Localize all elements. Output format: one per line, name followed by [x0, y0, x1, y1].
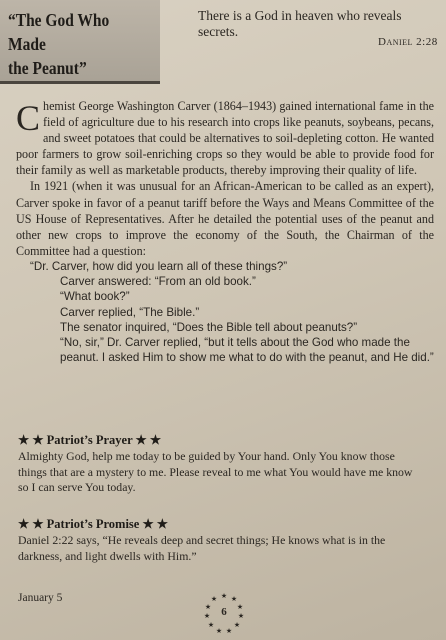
header-verse: There is a God in heaven who reveals secrets.	[198, 8, 402, 39]
header-verse-reference: Daniel 2:28	[378, 36, 438, 48]
svg-text:★: ★	[230, 595, 238, 603]
dialogue-line: “No, sir,” Dr. Carver replied, “but it tells about the God who made the peanut. I asked Him to show me what to do with the peanut, and He did.”	[60, 335, 434, 365]
svg-text:★: ★	[215, 627, 223, 635]
svg-text:★: ★	[233, 621, 241, 629]
svg-text:★: ★	[203, 612, 211, 620]
dialogue-line: The senator inquired, “Does the Bible tell about peanuts?”	[60, 320, 358, 334]
promise-text: Daniel 2:22 says, “He reveals deep and secret things; He knows what is in the darkness, and light dwells with Him.”	[18, 533, 386, 563]
date-label: January 5	[18, 592, 63, 604]
prayer-text: Almighty God, help me today to be guided by Your hand. Only You know those things that are a mystery to me. Please reveal to me what You would have me know so I can serve You today.	[18, 449, 413, 494]
prayer-heading: ★ ★ Patriot’s Prayer ★ ★	[18, 433, 162, 447]
svg-text:★: ★	[210, 595, 218, 603]
svg-text:★: ★	[207, 621, 215, 629]
svg-text:★: ★	[204, 603, 212, 611]
drop-cap: C	[16, 98, 41, 138]
promise-heading: ★ ★ Patriot’s Promise ★ ★	[18, 517, 168, 531]
dialogue-line: Carver answered: “From an old book.”	[60, 275, 256, 289]
page-title: “The God Who Made the Peanut”	[8, 10, 110, 78]
story-body	[16, 98, 434, 365]
svg-text:★: ★	[220, 592, 228, 600]
svg-text:★: ★	[237, 612, 245, 620]
story-paragraph-1: Chemist George Washington Carver (1864–1943) gained international fame in the field of agriculture due to his research into crops like peanuts, soybeans, pecans, and sweet potatoes that could be alternatives to soil-depleting cotton. He wanted poor farmers to grow soil-enriching crops so they would be able to provide food for their family as well as marketable products, thereby improving their quality of life.	[16, 98, 434, 178]
svg-text:★: ★	[236, 603, 244, 611]
page-number: 6	[221, 606, 227, 618]
dialogue-line: “What book?”	[60, 290, 130, 304]
dialogue-line: Carver replied, “The Bible.”	[60, 305, 200, 319]
dialogue-line: “Dr. Carver, how did you learn all of these things?”	[30, 259, 288, 273]
story-paragraph-2: In 1921 (when it was unusual for an African-American to be called as an expert), Carver spoke in favor of a peanut tariff before the Ways and Means Committee of the US House of Representatives. After he detailed the potential uses of the peanut and other new crops to improve the economy of the South, the Chairman of the Committee had a question:	[16, 179, 434, 258]
svg-text:★: ★	[225, 627, 233, 635]
title-banner	[0, 0, 160, 84]
